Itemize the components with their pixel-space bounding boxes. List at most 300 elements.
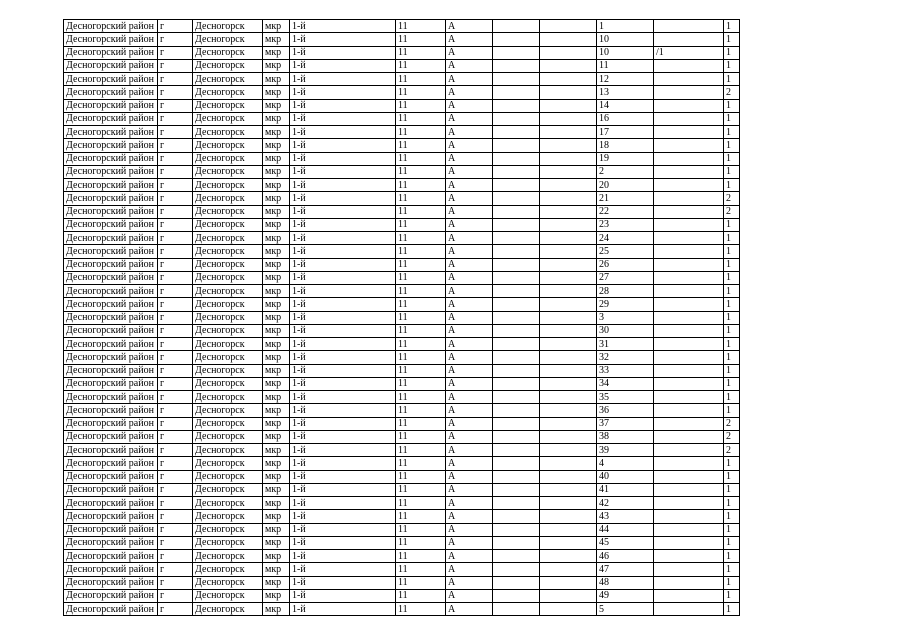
street-type-cell: мкр (263, 285, 290, 298)
city-cell: Десногорск (193, 483, 263, 496)
city-type-cell: г (158, 192, 193, 205)
house-cell: 21 (597, 192, 654, 205)
empty-cell (493, 179, 540, 192)
district-cell: Десногорский район (64, 364, 158, 377)
empty-cell (540, 152, 597, 165)
house-cell: 24 (597, 232, 654, 245)
empty-cell (540, 59, 597, 72)
house-cell: 40 (597, 470, 654, 483)
street-type-cell: мкр (263, 126, 290, 139)
street-cell: 1-й (290, 589, 396, 602)
city-cell: Десногорск (193, 589, 263, 602)
district-cell: Десногорский район (64, 444, 158, 457)
street-type-cell: мкр (263, 46, 290, 59)
house-cell: 20 (597, 179, 654, 192)
city-type-cell: г (158, 364, 193, 377)
table-row (64, 46, 740, 59)
table-row (64, 311, 740, 324)
empty-cell (493, 589, 540, 602)
empty-cell (540, 589, 597, 602)
city-cell: Десногорск (193, 126, 263, 139)
count-cell: 1 (724, 46, 740, 59)
street-type-cell: мкр (263, 311, 290, 324)
table-row (64, 444, 740, 457)
empty-cell (540, 324, 597, 337)
fraction-cell (654, 351, 724, 364)
fraction-cell (654, 550, 724, 563)
col-a-cell: 11 (396, 351, 446, 364)
col-a-cell: 11 (396, 576, 446, 589)
house-cell: 2 (597, 165, 654, 178)
city-type-cell: г (158, 258, 193, 271)
fraction-cell (654, 510, 724, 523)
house-cell: 13 (597, 86, 654, 99)
empty-cell (540, 258, 597, 271)
house-cell: 38 (597, 430, 654, 443)
count-cell: 1 (724, 139, 740, 152)
street-type-cell: мкр (263, 86, 290, 99)
fraction-cell (654, 338, 724, 351)
district-cell: Десногорский район (64, 245, 158, 258)
table-row (64, 510, 740, 523)
city-type-cell: г (158, 218, 193, 231)
city-type-cell: г (158, 126, 193, 139)
street-cell: 1-й (290, 33, 396, 46)
city-type-cell: г (158, 46, 193, 59)
fraction-cell (654, 589, 724, 602)
col-b-cell: А (446, 576, 493, 589)
street-type-cell: мкр (263, 444, 290, 457)
house-cell: 45 (597, 536, 654, 549)
table-row (64, 430, 740, 443)
col-a-cell: 11 (396, 112, 446, 125)
count-cell: 1 (724, 377, 740, 390)
city-type-cell: г (158, 205, 193, 218)
col-b-cell: А (446, 112, 493, 125)
count-cell: 1 (724, 112, 740, 125)
empty-cell (540, 404, 597, 417)
empty-cell (493, 73, 540, 86)
street-cell: 1-й (290, 576, 396, 589)
city-cell: Десногорск (193, 86, 263, 99)
count-cell: 1 (724, 470, 740, 483)
house-cell: 42 (597, 497, 654, 510)
district-cell: Десногорский район (64, 192, 158, 205)
city-type-cell: г (158, 523, 193, 536)
table-row (64, 139, 740, 152)
district-cell: Десногорский район (64, 338, 158, 351)
col-a-cell: 11 (396, 404, 446, 417)
col-b-cell: А (446, 417, 493, 430)
empty-cell (493, 510, 540, 523)
city-type-cell: г (158, 139, 193, 152)
empty-cell (540, 563, 597, 576)
city-type-cell: г (158, 417, 193, 430)
city-type-cell: г (158, 245, 193, 258)
empty-cell (540, 364, 597, 377)
empty-cell (540, 112, 597, 125)
count-cell: 1 (724, 550, 740, 563)
count-cell: 1 (724, 218, 740, 231)
district-cell: Десногорский район (64, 232, 158, 245)
street-cell: 1-й (290, 311, 396, 324)
street-cell: 1-й (290, 483, 396, 496)
table-row (64, 33, 740, 46)
table-row (64, 20, 740, 33)
fraction-cell (654, 205, 724, 218)
col-b-cell: А (446, 245, 493, 258)
district-cell: Десногорский район (64, 550, 158, 563)
col-a-cell: 11 (396, 205, 446, 218)
table-row (64, 404, 740, 417)
street-cell: 1-й (290, 550, 396, 563)
street-cell: 1-й (290, 364, 396, 377)
col-a-cell: 11 (396, 536, 446, 549)
col-a-cell: 11 (396, 139, 446, 152)
district-cell: Десногорский район (64, 298, 158, 311)
col-b-cell: А (446, 470, 493, 483)
district-cell: Десногорский район (64, 404, 158, 417)
district-cell: Десногорский район (64, 457, 158, 470)
district-cell: Десногорский район (64, 33, 158, 46)
city-cell: Десногорск (193, 245, 263, 258)
fraction-cell (654, 377, 724, 390)
house-cell: 4 (597, 457, 654, 470)
street-type-cell: мкр (263, 351, 290, 364)
city-cell: Десногорск (193, 73, 263, 86)
col-a-cell: 11 (396, 165, 446, 178)
district-cell: Десногорский район (64, 377, 158, 390)
street-cell: 1-й (290, 152, 396, 165)
city-cell: Десногорск (193, 523, 263, 536)
city-type-cell: г (158, 404, 193, 417)
col-b-cell: А (446, 285, 493, 298)
col-a-cell: 11 (396, 324, 446, 337)
street-type-cell: мкр (263, 73, 290, 86)
house-cell: 10 (597, 33, 654, 46)
city-cell: Десногорск (193, 391, 263, 404)
empty-cell (540, 165, 597, 178)
col-b-cell: А (446, 99, 493, 112)
city-type-cell: г (158, 33, 193, 46)
count-cell: 2 (724, 444, 740, 457)
empty-cell (540, 271, 597, 284)
street-cell: 1-й (290, 99, 396, 112)
count-cell: 2 (724, 430, 740, 443)
city-type-cell: г (158, 576, 193, 589)
city-type-cell: г (158, 510, 193, 523)
district-cell: Десногорский район (64, 391, 158, 404)
street-type-cell: мкр (263, 338, 290, 351)
city-cell: Десногорск (193, 59, 263, 72)
city-type-cell: г (158, 430, 193, 443)
empty-cell (493, 550, 540, 563)
count-cell: 1 (724, 285, 740, 298)
city-cell: Десногорск (193, 457, 263, 470)
count-cell: 1 (724, 603, 740, 616)
city-cell: Десногорск (193, 298, 263, 311)
col-a-cell: 11 (396, 550, 446, 563)
col-a-cell: 11 (396, 232, 446, 245)
fraction-cell (654, 139, 724, 152)
fraction-cell (654, 563, 724, 576)
fraction-cell (654, 285, 724, 298)
street-cell: 1-й (290, 338, 396, 351)
fraction-cell (654, 364, 724, 377)
table-row (64, 603, 740, 616)
table-row (64, 192, 740, 205)
fraction-cell (654, 497, 724, 510)
street-type-cell: мкр (263, 271, 290, 284)
empty-cell (493, 99, 540, 112)
street-type-cell: мкр (263, 550, 290, 563)
count-cell: 1 (724, 245, 740, 258)
street-type-cell: мкр (263, 298, 290, 311)
district-cell: Десногорский район (64, 497, 158, 510)
col-a-cell: 11 (396, 46, 446, 59)
table-row (64, 351, 740, 364)
city-type-cell: г (158, 112, 193, 125)
empty-cell (493, 338, 540, 351)
col-b-cell: А (446, 205, 493, 218)
empty-cell (540, 536, 597, 549)
street-type-cell: мкр (263, 364, 290, 377)
col-b-cell: А (446, 444, 493, 457)
city-cell: Десногорск (193, 338, 263, 351)
table-row (64, 152, 740, 165)
empty-cell (493, 139, 540, 152)
city-cell: Десногорск (193, 324, 263, 337)
house-cell: 10 (597, 46, 654, 59)
street-cell: 1-й (290, 391, 396, 404)
table-row (64, 550, 740, 563)
col-b-cell: А (446, 351, 493, 364)
street-type-cell: мкр (263, 589, 290, 602)
empty-cell (493, 192, 540, 205)
table-row (64, 59, 740, 72)
street-cell: 1-й (290, 404, 396, 417)
empty-cell (493, 377, 540, 390)
col-b-cell: А (446, 152, 493, 165)
empty-cell (540, 179, 597, 192)
city-type-cell: г (158, 59, 193, 72)
street-cell: 1-й (290, 351, 396, 364)
col-a-cell: 11 (396, 271, 446, 284)
empty-cell (540, 139, 597, 152)
street-cell: 1-й (290, 126, 396, 139)
table-row (64, 457, 740, 470)
table-row (64, 497, 740, 510)
fraction-cell (654, 258, 724, 271)
street-type-cell: мкр (263, 112, 290, 125)
street-type-cell: мкр (263, 523, 290, 536)
table-row (64, 86, 740, 99)
col-b-cell: А (446, 523, 493, 536)
city-type-cell: г (158, 603, 193, 616)
empty-cell (540, 205, 597, 218)
count-cell: 1 (724, 351, 740, 364)
city-type-cell: г (158, 298, 193, 311)
fraction-cell (654, 470, 724, 483)
house-cell: 18 (597, 139, 654, 152)
city-cell: Десногорск (193, 444, 263, 457)
street-cell: 1-й (290, 232, 396, 245)
house-cell: 36 (597, 404, 654, 417)
district-cell: Десногорский район (64, 258, 158, 271)
fraction-cell (654, 165, 724, 178)
col-a-cell: 11 (396, 417, 446, 430)
col-b-cell: А (446, 218, 493, 231)
city-type-cell: г (158, 73, 193, 86)
street-type-cell: мкр (263, 139, 290, 152)
count-cell: 1 (724, 126, 740, 139)
col-b-cell: А (446, 86, 493, 99)
house-cell: 14 (597, 99, 654, 112)
fraction-cell (654, 271, 724, 284)
table-row (64, 232, 740, 245)
district-cell: Десногорский район (64, 430, 158, 443)
col-a-cell: 11 (396, 377, 446, 390)
col-b-cell: А (446, 510, 493, 523)
col-b-cell: А (446, 497, 493, 510)
street-type-cell: мкр (263, 232, 290, 245)
fraction-cell (654, 483, 724, 496)
street-type-cell: мкр (263, 205, 290, 218)
table-row (64, 73, 740, 86)
fraction-cell (654, 20, 724, 33)
city-cell: Десногорск (193, 205, 263, 218)
street-type-cell: мкр (263, 99, 290, 112)
house-cell: 35 (597, 391, 654, 404)
street-cell: 1-й (290, 139, 396, 152)
count-cell: 1 (724, 179, 740, 192)
city-type-cell: г (158, 536, 193, 549)
col-b-cell: А (446, 139, 493, 152)
count-cell: 1 (724, 33, 740, 46)
empty-cell (540, 444, 597, 457)
fraction-cell (654, 391, 724, 404)
col-a-cell: 11 (396, 430, 446, 443)
count-cell: 1 (724, 324, 740, 337)
empty-cell (493, 165, 540, 178)
city-type-cell: г (158, 311, 193, 324)
house-cell: 49 (597, 589, 654, 602)
count-cell: 1 (724, 20, 740, 33)
count-cell: 2 (724, 417, 740, 430)
table-row (64, 218, 740, 231)
empty-cell (493, 152, 540, 165)
col-a-cell: 11 (396, 258, 446, 271)
count-cell: 1 (724, 497, 740, 510)
empty-cell (493, 20, 540, 33)
empty-cell (493, 536, 540, 549)
district-cell: Десногорский район (64, 483, 158, 496)
city-cell: Десногорск (193, 99, 263, 112)
city-type-cell: г (158, 470, 193, 483)
street-type-cell: мкр (263, 483, 290, 496)
col-a-cell: 11 (396, 59, 446, 72)
empty-cell (540, 550, 597, 563)
col-a-cell: 11 (396, 391, 446, 404)
col-a-cell: 11 (396, 603, 446, 616)
fraction-cell (654, 59, 724, 72)
count-cell: 2 (724, 192, 740, 205)
fraction-cell (654, 218, 724, 231)
empty-cell (493, 59, 540, 72)
empty-cell (540, 510, 597, 523)
col-a-cell: 11 (396, 33, 446, 46)
district-cell: Десногорский район (64, 20, 158, 33)
street-cell: 1-й (290, 218, 396, 231)
district-cell: Десногорский район (64, 311, 158, 324)
district-cell: Десногорский район (64, 351, 158, 364)
district-cell: Десногорский район (64, 417, 158, 430)
col-b-cell: А (446, 179, 493, 192)
district-cell: Десногорский район (64, 46, 158, 59)
city-cell: Десногорск (193, 218, 263, 231)
col-b-cell: А (446, 324, 493, 337)
street-type-cell: мкр (263, 192, 290, 205)
col-b-cell: А (446, 33, 493, 46)
district-cell: Десногорский район (64, 126, 158, 139)
col-a-cell: 11 (396, 126, 446, 139)
district-cell: Десногорский район (64, 73, 158, 86)
city-type-cell: г (158, 550, 193, 563)
col-b-cell: А (446, 391, 493, 404)
city-type-cell: г (158, 179, 193, 192)
table-row (64, 112, 740, 125)
house-cell: 22 (597, 205, 654, 218)
table-row (64, 483, 740, 496)
district-cell: Десногорский район (64, 86, 158, 99)
col-a-cell: 11 (396, 483, 446, 496)
house-cell: 11 (597, 59, 654, 72)
count-cell: 1 (724, 59, 740, 72)
street-type-cell: мкр (263, 33, 290, 46)
district-cell: Десногорский район (64, 603, 158, 616)
house-cell: 47 (597, 563, 654, 576)
street-cell: 1-й (290, 430, 396, 443)
col-a-cell: 11 (396, 470, 446, 483)
district-cell: Десногорский район (64, 139, 158, 152)
fraction-cell (654, 73, 724, 86)
street-cell: 1-й (290, 377, 396, 390)
empty-cell (493, 430, 540, 443)
city-cell: Десногорск (193, 470, 263, 483)
empty-cell (493, 364, 540, 377)
street-type-cell: мкр (263, 510, 290, 523)
count-cell: 1 (724, 311, 740, 324)
empty-cell (493, 285, 540, 298)
table-body (64, 20, 740, 616)
city-type-cell: г (158, 497, 193, 510)
street-cell: 1-й (290, 563, 396, 576)
col-a-cell: 11 (396, 523, 446, 536)
city-cell: Десногорск (193, 20, 263, 33)
col-a-cell: 11 (396, 563, 446, 576)
empty-cell (540, 218, 597, 231)
street-type-cell: мкр (263, 218, 290, 231)
district-cell: Десногорский район (64, 510, 158, 523)
empty-cell (493, 497, 540, 510)
street-type-cell: мкр (263, 258, 290, 271)
empty-cell (540, 417, 597, 430)
col-a-cell: 11 (396, 589, 446, 602)
table-row (64, 126, 740, 139)
table-row (64, 271, 740, 284)
empty-cell (493, 311, 540, 324)
empty-cell (540, 232, 597, 245)
